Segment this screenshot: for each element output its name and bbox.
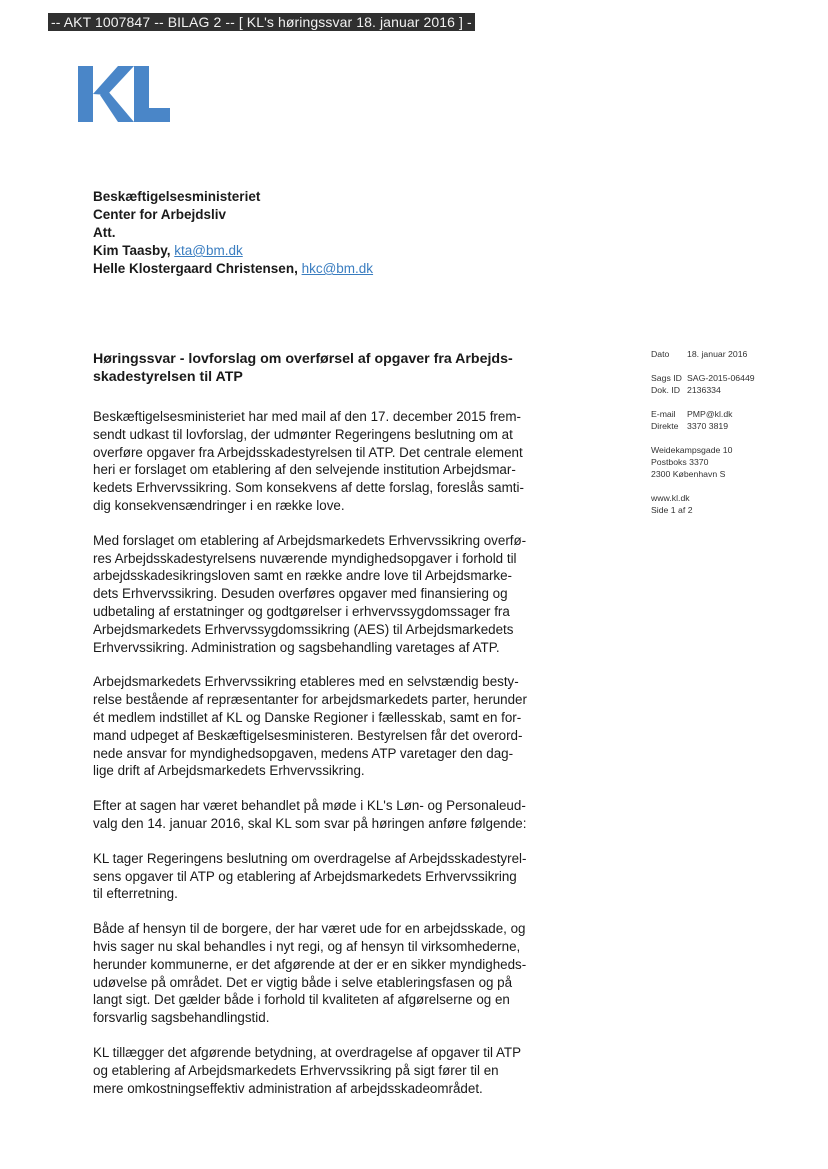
body-paragraph: [93, 408, 573, 515]
body-paragraph: [93, 673, 573, 780]
meta-doc-id-label: Dok. ID: [651, 385, 680, 395]
paragraph-line: arbejdsskadesikringsloven samt en række andre love til Arbejdsmarke-: [93, 568, 513, 584]
paragraph-line: Med forslaget om etablering af Arbejdsmarkedets Erhvervssikring overfø-: [93, 532, 527, 548]
meta-phone: [651, 420, 801, 432]
paragraph-line: ét medlem indstillet af KL og Danske Regioner i fællesskab, samt en for-: [93, 709, 522, 725]
paragraph-line: KL tillægger det afgørende betydning, at overdragelse af opgaver til ATP: [93, 1044, 522, 1060]
paragraph-line: overføre opgaver fra Arbejdsskadestyrelsen til ATP. Det centrale element: [93, 444, 523, 460]
paragraph-line: lige drift af Arbejdsmarkedets Erhvervssikring.: [93, 763, 365, 779]
meta-date: [651, 348, 801, 360]
contact-2-email-link[interactable]: hkc@bm.dk: [301, 261, 374, 276]
paragraph-line: herunder kommunerne, er det afgørende at der er en sikker myndigheds-: [93, 956, 527, 972]
meta-case-id: [651, 372, 801, 384]
paragraph-line: Beskæftigelsesministeriet har med mail af den 17. december 2015 frem-: [93, 409, 521, 424]
title-line: Høringssvar - lovforslag om overførsel af opgaver fra Arbejds-: [93, 351, 513, 367]
paragraph-line: valg den 14. januar 2016, skal KL som svar på høringen anføre følgende:: [93, 815, 527, 831]
meta-doc-id: [651, 384, 801, 396]
paragraph-line: sens opgaver til ATP og etablering af Arbejdsmarkedets Erhvervssikring: [93, 868, 517, 884]
body-paragraph: [93, 797, 573, 833]
letter-body: [93, 408, 573, 1114]
address-street: Weidekampsgade 10: [651, 445, 733, 455]
recipient-contact-1: [93, 242, 373, 260]
recipient-ministry: Beskæftigelsesministeriet: [93, 189, 261, 204]
paragraph-line: Arbejdsmarkedets Erhvervssikring etableres med en selvstændig besty-: [93, 674, 519, 690]
website: www.kl.dk: [651, 493, 690, 503]
paragraph-line: langt sigt. Det gælder både i forhold til kvaliteten af afgørelserne og en: [93, 992, 510, 1008]
recipient-address: [93, 188, 373, 278]
paragraph-line: Erhvervssikring. Administration og sagsbehandling varetages af ATP.: [93, 639, 500, 655]
meta-email: [651, 408, 801, 420]
paragraph-line: Både af hensyn til de borgere, der har været ude for en arbejdsskade, og: [93, 921, 526, 937]
recipient-department: Center for Arbejdsliv: [93, 207, 227, 222]
meta-date-label: Dato: [651, 349, 670, 359]
paragraph-line: forsvarlig sagsbehandlingstid.: [93, 1010, 270, 1026]
paragraph-line: udøvelse på området. Det er vigtig både i selve etableringsfasen og på: [93, 974, 513, 990]
paragraph-line: relse bestående af repræsentanter for arbejdsmarkedets parter, herunder: [93, 692, 527, 708]
body-paragraph: [93, 920, 573, 1027]
archive-stamp: -- AKT 1007847 -- BILAG 2 -- [ KL's høringssvar 18. januar 2016 ] -: [48, 13, 475, 31]
paragraph-line: res Arbejdsskadestyrelsens nuværende myndighedsopgaver i forhold til: [93, 550, 517, 566]
meta-phone-value: 3370 3819: [687, 421, 729, 431]
paragraph-line: Arbejdsmarkedets Erhvervssygdomssikring (AES) til Arbejdsmarkedets: [93, 621, 514, 637]
paragraph-line: KL tager Regeringens beslutning om overdragelse af Arbejdsskadestyrel-: [93, 850, 527, 866]
title-line: skadestyrelsen til ATP: [93, 369, 243, 385]
paragraph-line: dig konsekvensændringer i en række love.: [93, 497, 345, 513]
paragraph-line: til efterretning.: [93, 886, 178, 902]
contact-1-email-link[interactable]: kta@bm.dk: [174, 243, 243, 258]
meta-case-id-value: SAG-2015-06449: [687, 373, 755, 383]
page-number: Side 1 af 2: [651, 505, 693, 515]
body-paragraph: [93, 1044, 573, 1097]
recipient-att: Att.: [93, 225, 116, 240]
meta-doc-id-value: 2136334: [687, 385, 721, 395]
paragraph-line: mere omkostningseffektiv administration af arbejdsskadeområdet.: [93, 1080, 483, 1096]
meta-email-value: PMP@kl.dk: [687, 409, 733, 419]
meta-email-label: E-mail: [651, 409, 676, 419]
document-title: [93, 350, 573, 386]
paragraph-line: kedets Erhvervssikring. Som konsekvens af dette forslag, foreslås samti-: [93, 480, 524, 496]
paragraph-line: og etablering af Arbejdsmarkedets Erhvervssikring på sigt fører til en: [93, 1062, 499, 1078]
paragraph-line: Efter at sagen har været behandlet på møde i KL's Løn- og Personaleud-: [93, 798, 526, 814]
recipient-contact-2: [93, 260, 373, 278]
meta-case-id-label: Sags ID: [651, 373, 682, 383]
meta-phone-label: Direkte: [651, 421, 679, 431]
paragraph-line: dets Erhvervssikring. Desuden overføres opgaver med finansiering og: [93, 586, 508, 602]
address-city: 2300 København S: [651, 469, 726, 479]
contact-1-name: Kim Taasby,: [93, 243, 175, 258]
document-meta-sidebar: [651, 348, 801, 528]
meta-date-value: 18. januar 2016: [687, 349, 748, 359]
paragraph-line: hvis sager nu skal behandles i nyt regi, og af hensyn til virksomhederne,: [93, 938, 521, 954]
address-pobox: Postboks 3370: [651, 457, 709, 467]
body-paragraph: [93, 532, 573, 657]
contact-2-name: Helle Klostergaard Christensen,: [93, 261, 302, 276]
body-paragraph: [93, 850, 573, 903]
paragraph-line: udbetaling af erstatninger og godtgørelser i erhvervssygdomssager fra: [93, 603, 510, 619]
paragraph-line: heri er forslaget om etablering af den selvejende institution Arbejdsmar-: [93, 462, 516, 478]
paragraph-line: nede ansvar for myndighedsopgaven, medens ATP varetager den dag-: [93, 745, 514, 761]
kl-logo: [76, 64, 172, 124]
paragraph-line: sendt udkast til lovforslag, der udmønter Regeringens beslutning om at: [93, 426, 513, 442]
paragraph-line: mand udpeget af Beskæftigelsesministeren. Bestyrelsen får det overord-: [93, 727, 523, 743]
